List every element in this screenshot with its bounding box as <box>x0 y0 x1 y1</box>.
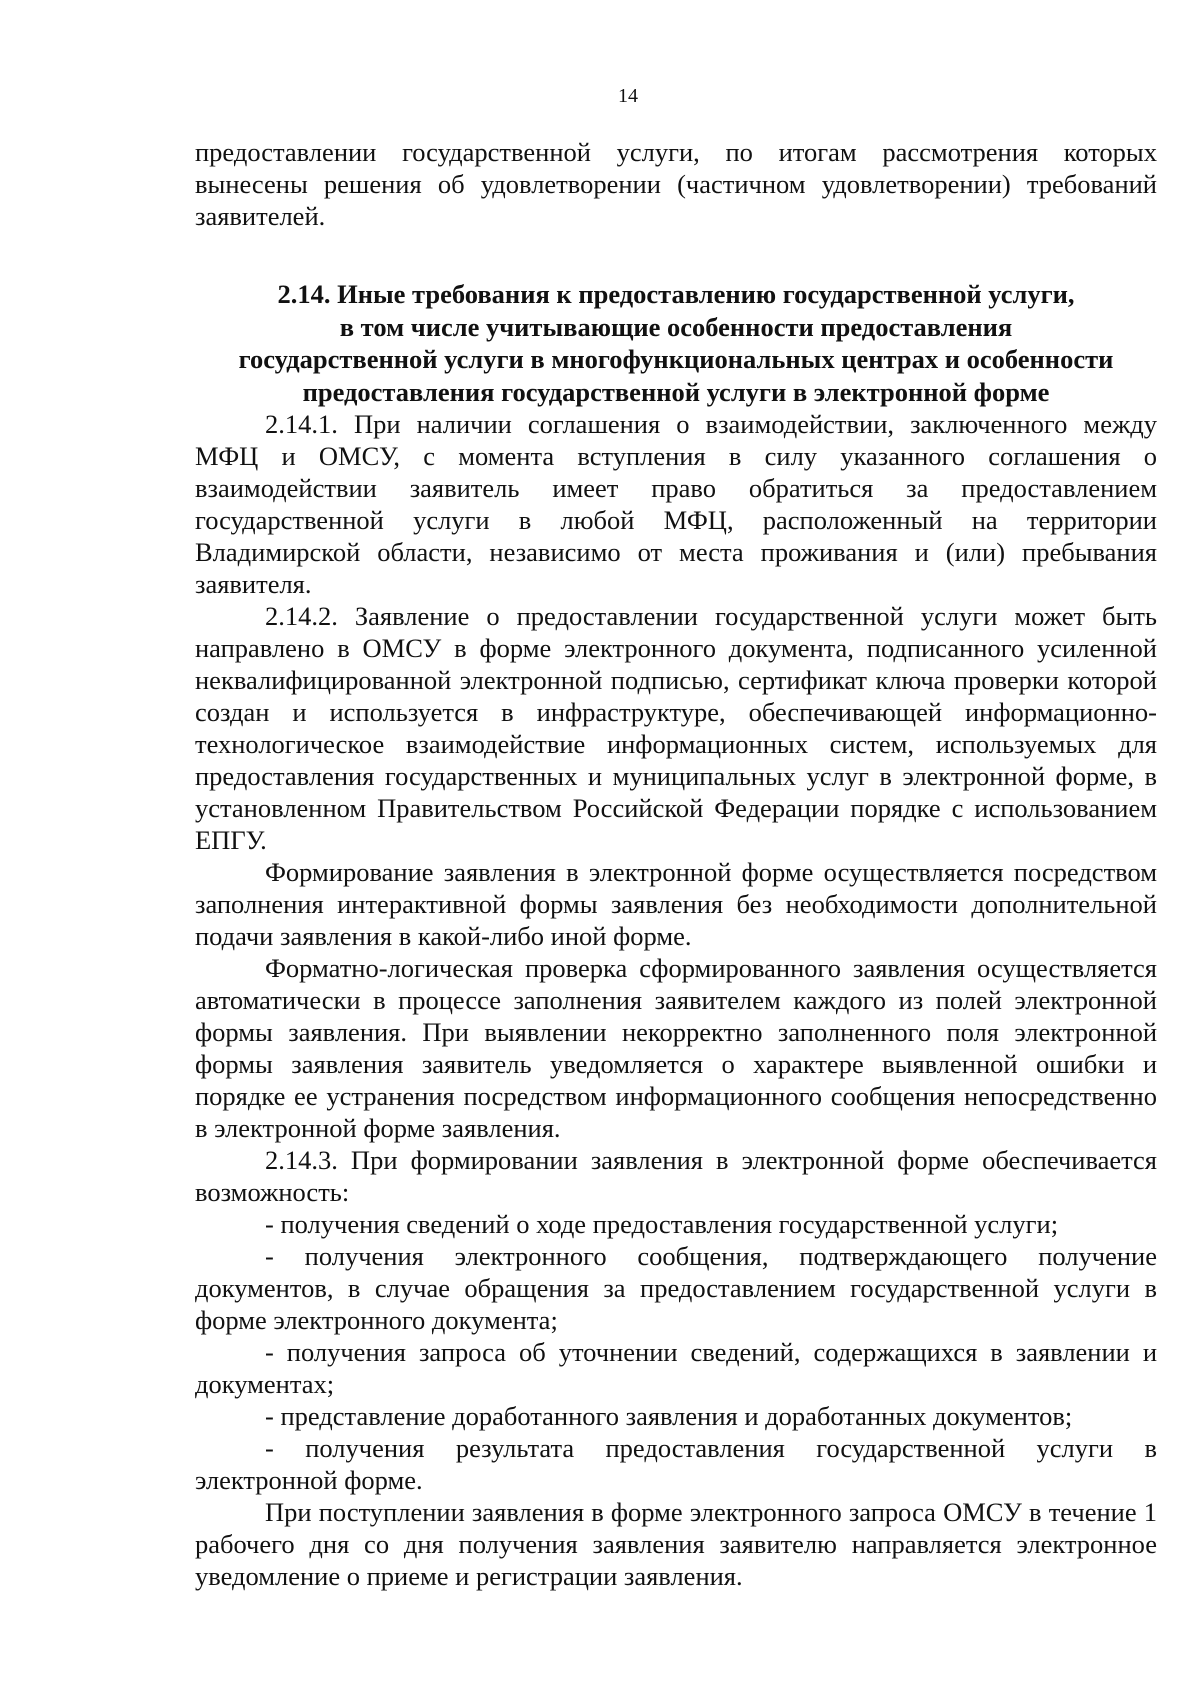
section-heading-line-4: предоставления государственной услуги в электронной форме <box>302 376 1050 407</box>
paragraph-2-14-3: 2.14.3. При формировании заявления в электронной форме обеспечивается возможность: <box>195 1145 1157 1207</box>
paragraph-format-check: Форматно-логическая проверка сформированного заявления осуществляется автоматически в процессе заполнения заявителем каждого из полей электронной формы заявления. При выявлении некорректно заполненного поля электронной формы заявления заявитель уведомляется о характере выявленной ошибки и порядке ее устранения посредством информационного сообщения непосредственно в электронной форме заявления. <box>195 953 1157 1143</box>
paragraph-receipt: При поступлении заявления в форме электронного запроса ОМСУ в течение 1 рабочего дня со дня получения заявления заявителю направляется электронное уведомление о приеме и регистрации заявления. <box>195 1497 1157 1591</box>
paragraph-2-14-1: 2.14.1. При наличии соглашения о взаимодействии, заключенного между МФЦ и ОМСУ, с момента вступления в силу указанного соглашения о взаимодействии заявитель имеет право обратиться за предоставлением государственной услуги в любой МФЦ, расположенный на территории Владимирской области, независимо от места проживания и (или) пребывания заявителя. <box>195 409 1157 599</box>
page-number: 14 <box>618 85 638 107</box>
section-heading <box>195 278 1157 408</box>
section-heading-line-2: в том числе учитывающие особенности предоставления <box>339 311 1013 342</box>
list-item-2: - получения электронного сообщения, подтверждающего получение документов, в случае обращения за предоставлением государственной услуги в форме электронного документа; <box>195 1241 1157 1335</box>
list-item-4: - представление доработанного заявления и доработанных документов; <box>265 1401 1073 1431</box>
intro-line-2: вынесены решения об удовлетворении (частичном удовлетворении) требований <box>195 169 1157 199</box>
document-body <box>195 136 1157 1592</box>
intro-line-3: заявителей. <box>195 201 326 231</box>
paragraph-2-14-2: 2.14.2. Заявление о предоставлении государственной услуги может быть направлено в ОМСУ в форме электронного документа, подписанного усиленной неквалифицированной электронной подписью, сертификат ключа проверки которой создан и используется в инфраструктуре, обеспечивающей информационно-технологическое взаимодействие информационных систем, используемых для предоставления государственных и муниципальных услуг в электронной форме, в установленном Правительством Российской Федерации порядке с использованием ЕПГУ. <box>195 601 1157 855</box>
list-item-5: - получения результата предоставления государственной услуги в электронной форме. <box>195 1433 1157 1495</box>
list-item-3: - получения запроса об уточнении сведений, содержащихся в заявлении и документах; <box>195 1337 1157 1399</box>
section-heading-line-3: государственной услуги в многофункциональных центрах и особенности <box>238 344 1114 374</box>
section-heading-line-1: 2.14. Иные требования к предоставлению государственной услуги, <box>277 279 1075 309</box>
list-item-1: - получения сведений о ходе предоставления государственной услуги; <box>265 1209 1059 1239</box>
paragraph-forming: Формирование заявления в электронной форме осуществляется посредством заполнения интерактивной формы заявления без необходимости дополнительной подачи заявления в какой-либо иной форме. <box>195 857 1157 951</box>
intro-line-1: предоставлении государственной услуги, по итогам рассмотрения которых <box>195 137 1157 167</box>
